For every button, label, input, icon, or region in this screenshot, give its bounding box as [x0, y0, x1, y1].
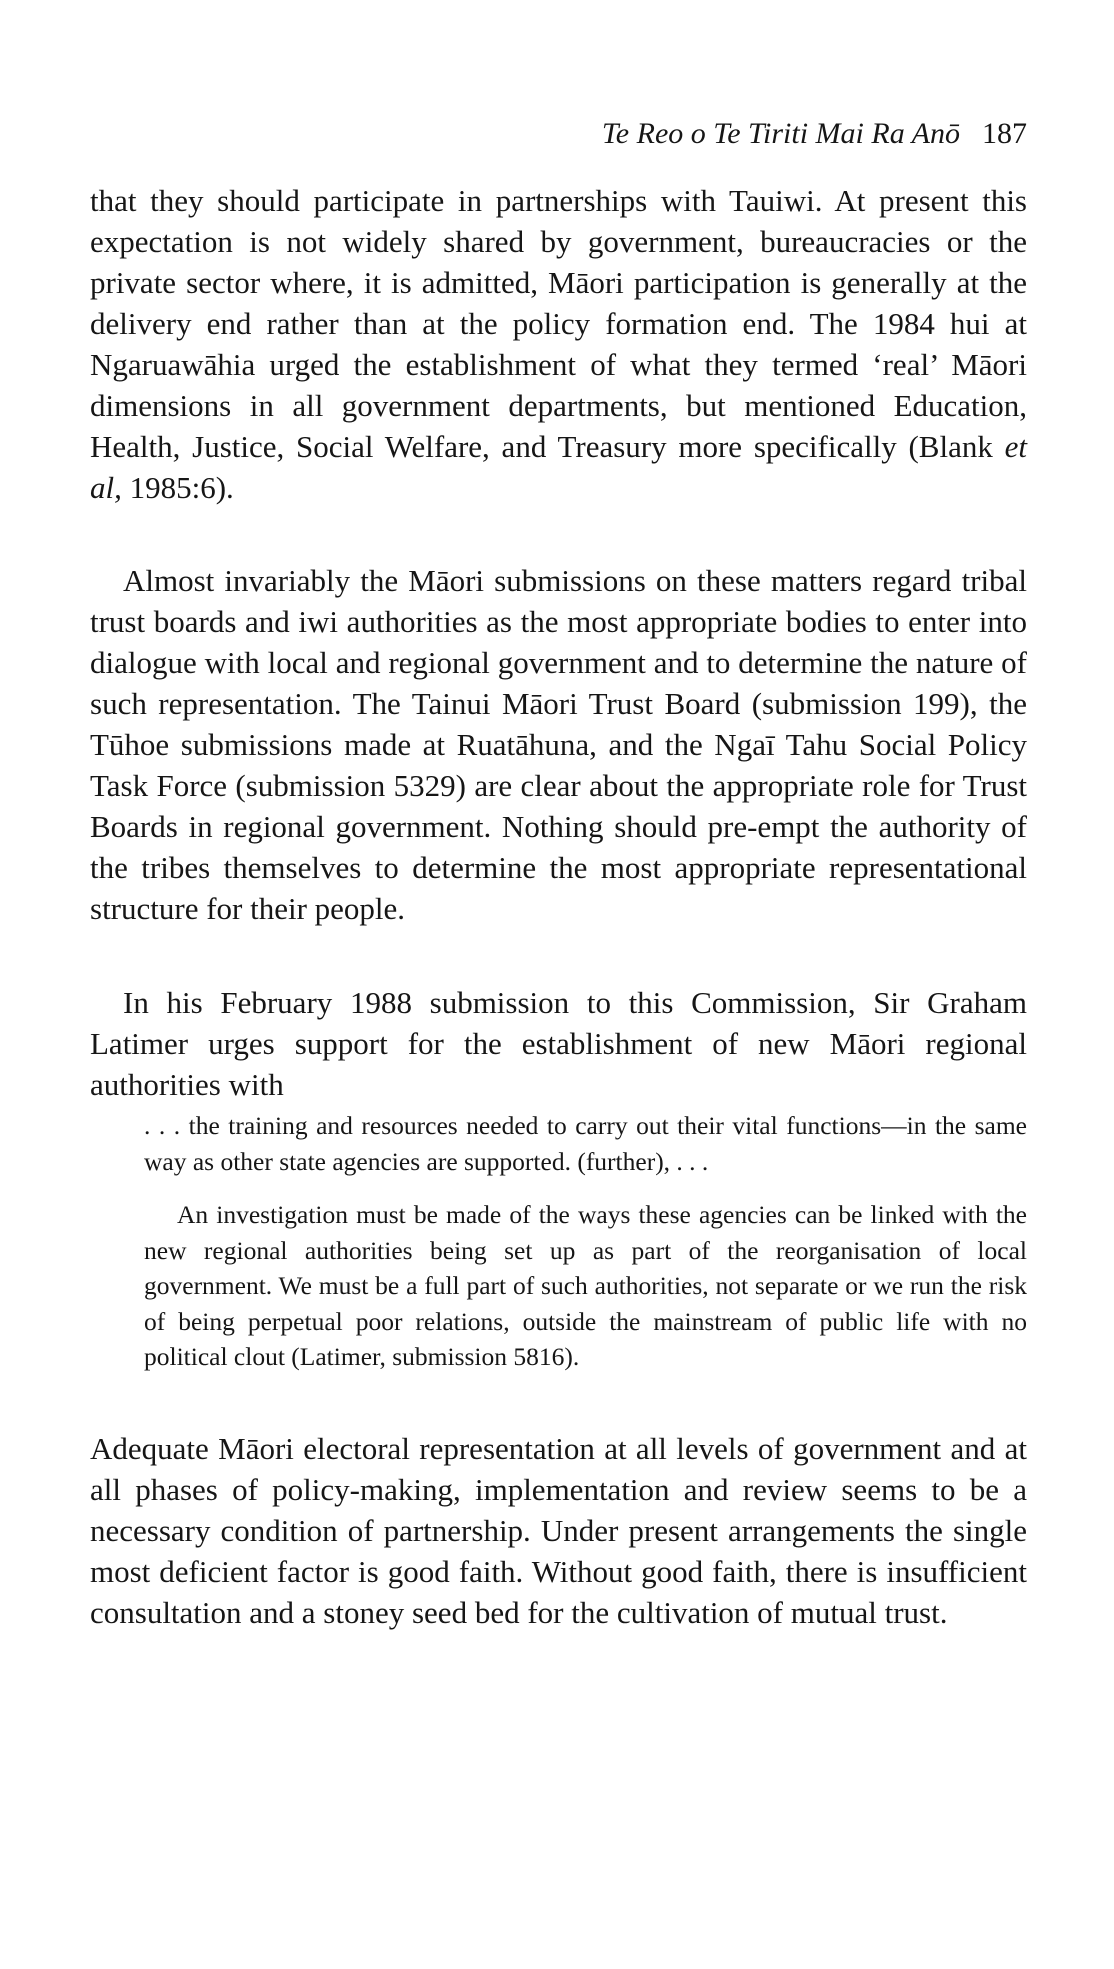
running-header	[90, 116, 1027, 152]
paragraph-3	[90, 982, 1027, 1105]
block-quote-1	[144, 1108, 1027, 1179]
paragraph-2-text: Almost invariably the Māori submissions on these matters regard tribal trust boards and iwi authorities as the most appropriate bodies to enter into dialogue with local and regional government and to determine the nature of such representation. The Tainui Māori Trust Board (submission 199), the Tūhoe submissions made at Ruatāhuna, and the Ngaī Tahu Social Policy Task Force (submission 5329) are clear about the appropriate role for Trust Boards in regional government. Nothing should pre-empt the authority of the tribes themselves to determine the most appropriate representational structure for their people.	[90, 563, 1027, 926]
paragraph-1	[90, 180, 1027, 508]
block-quote-1-text: . . . the training and resources needed to carry out their vital functions—in the same way as other state agencies are supported. (further), . . .	[144, 1111, 1027, 1176]
paragraph-2	[90, 560, 1027, 929]
paragraph-4-text: Adequate Māori electoral representation at all levels of government and at all phases of policy-making, implementation and review seems to be a necessary condition of partnership. Under present arrangements the single most deficient factor is good faith. Without good faith, there is insufficient consultation and a stoney seed bed for the cultivation of mutual trust.	[90, 1431, 1027, 1630]
page-number: 187	[982, 117, 1027, 150]
block-quote-2	[144, 1197, 1027, 1375]
paragraph-1-text: that they should participate in partnerships with Tauiwi. At present this expectation is not widely shared by government, bureaucracies or the private sector where, it is admitted, Māori participation is generally at the delivery end rather than at the policy formation end. The 1984 hui at Ngaruawāhia urged the establishment of what they termed ‘real’ Māori dimensions in all government departments, but mentioned Education, Health, Justice, Social Welfare, and Treasury more specifically (Blank	[90, 183, 1027, 464]
paragraph-4	[90, 1428, 1027, 1633]
paragraph-3-text: In his February 1988 submission to this Commission, Sir Graham Latimer urges support for the establishment of new Māori regional authorities with	[90, 985, 1027, 1102]
running-header-title: Te Reo o Te Tiriti Mai Ra Anō	[601, 117, 960, 150]
block-quote-2-text: An investigation must be made of the ways these agencies can be linked with the new regional authorities being set up as part of the reorganisation of local government. We must be a full part of such authorities, not separate or we run the risk of being perpetual poor relations, outside the mainstream of public life with no political clout (Latimer, submission 5816).	[144, 1200, 1027, 1371]
citation-year: 1985:6).	[121, 470, 234, 505]
citation-italic: et al,	[90, 429, 1027, 505]
